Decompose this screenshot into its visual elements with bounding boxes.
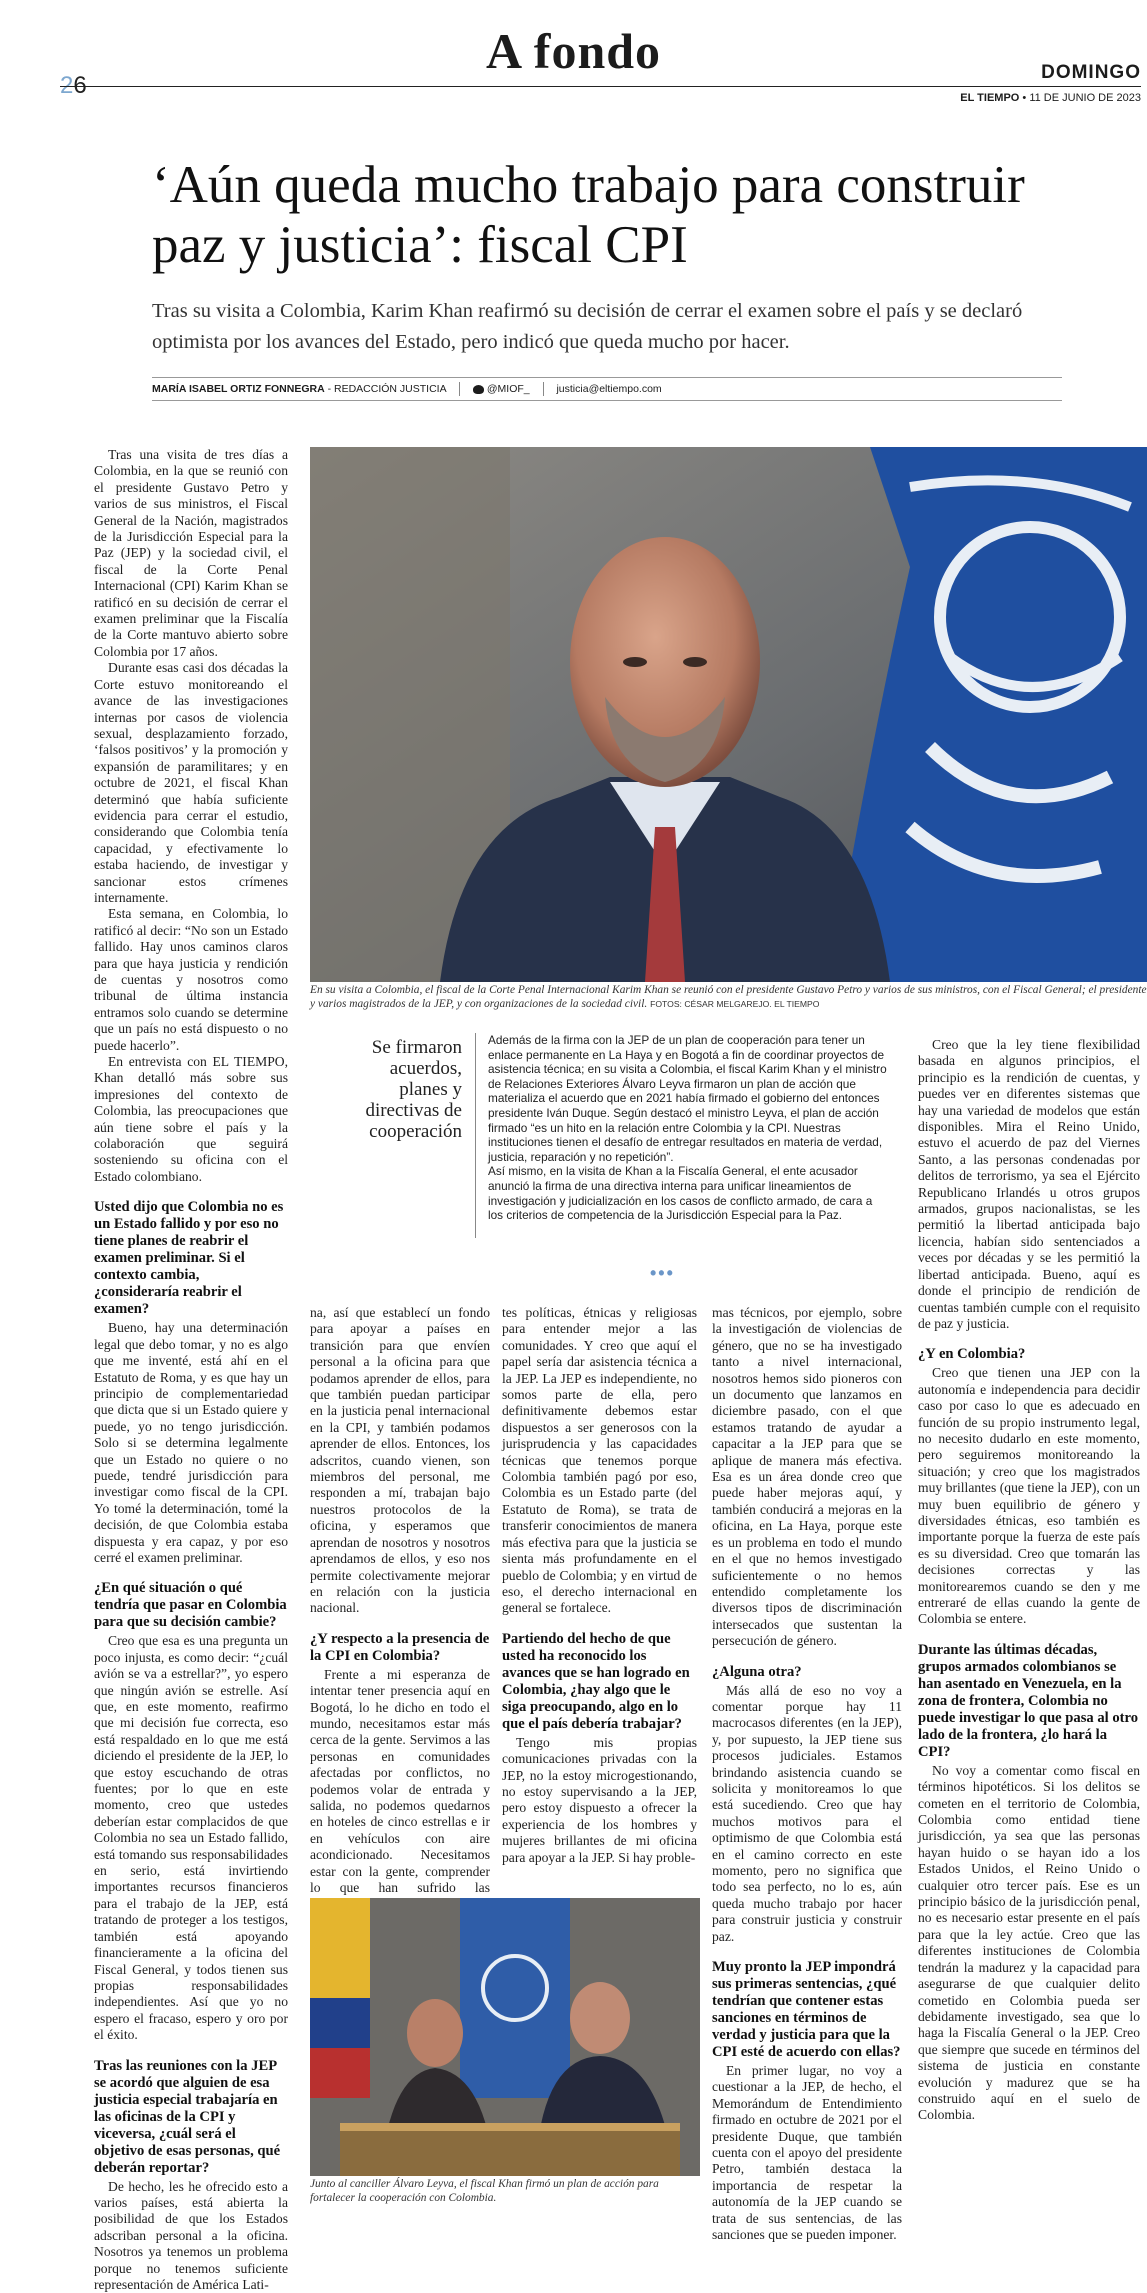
paragraph: En entrevista con EL TIEMPO, Khan detalló más sobre sus impresiones del contexto de Colombia, las preocupaciones que aún tiene sobre el país y la colaboración que seguirá sosteniendo su oficina con el Estado colombiano. [94,1054,288,1184]
signing-illustration [310,1898,700,2176]
paragraph: De hecho, les he ofrecido esto a varios países, está abierta la posibilidad de que los Estados adscriban personal a la oficina. Nosotros ya tenemos un problema porque no tenemos suficiente representación de América Lati- [94,2178,288,2292]
column-4 [712,1305,902,2244]
paragraph: tes políticas, étnicas y religiosas para entender mejor a las comunidades. Y creo que aquí el papel sería dar asistencia técnica a la JEP. La JEP es independiente, no somos parte de ella, pero definitivamente debemos estar dispuestos a ser generosos con la jurisprudencia y las capacidades técnicas que tenemos porque Colombia también pagó por eso, Colombia es un Estado parte (del Estatuto de Roma), se trata de transferir conocimientos de manera más efectiva para que la justicia se sienta más profundamente en el pueblo de Colombia; y en virtud de eso, el derecho internacional en general se fortalece. [502,1305,697,1616]
paragraph: mas técnicos, por ejemplo, sobre la investigación de violencias de género, que no se ha investigado tanto a nivel internacional, nosotros hemos sido pioneros con un documento que lanzamos en diciembre pasado, con el que estamos tratando de ayudar a capacitar a la JEP para que se aplique de manera más efectiva. Esa es un área donde creo que puede haber mejoras aquí, y también conducirá a mejoras en la oficina, en La Haya, porque este es un problema en todo el mundo en el que no hemos investigado suficientemente o no hemos entendido completamente los diversos tipos de discriminación intersecados que sustentan la persecución de género. [712,1305,902,1649]
signing-photo [310,1898,700,2176]
question: ¿Y en Colombia? [918,1346,1026,1363]
cpi-flag-emblem [460,1898,570,2098]
question: Partiendo del hecho de que usted ha reconocido los avances que se han logrado en Colombia, ¿hay algo que le siga preocupando, algo en lo que el país debería trabajar? [502,1630,690,1732]
dek: Tras su visita a Colombia, Karim Khan reafirmó su decisión de cerrar el examen sobre el país y se declaró optimista por los avances del Estado, pero indicó que queda mucho por hacer. [152,300,1023,353]
twitter-handle[interactable]: @MIOF_ [486,383,530,395]
author-role: - REDACCIÓN JUSTICIA [327,383,447,395]
photo-caption: En su visita a Colombia, el fiscal de la Corte Penal Internacional Karim Khan se reunió con el presidente Gustavo Petro y varios de sus ministros, con el Fiscal General; el presidente y varios magistrados de la JEP, y con organizaciones de la sociedad civil. FOTOS: CÉSAR MELGAREJO. EL TIEMPO [310,984,1147,1010]
signing-caption: Junto al canciller Álvaro Leyva, el fiscal Khan firmó un plan de acción para fortalecer la cooperación con Colombia. [310,2178,659,2204]
paragraph: Tengo mis propias comunicaciones privadas con la JEP, no la estoy microgestionando, no estoy supervisando a la JEP, pero estoy dispuesto a ofrecer la experiencia de los hombres y mujeres brillantes de mi oficina para apoyar a la JEP. Si hay proble- [502,1734,697,1865]
byline [152,377,1062,401]
question: Muy pronto la JEP impondrá sus primeras sentencias, ¿qué tendrían que contener estas sanciones en términos de verdad y justicia para que la CPI esté de acuerdo con ellas? [712,1959,901,2061]
box-divider [475,1033,476,1238]
paragraph: No voy a comentar como fiscal en términos hipotéticos. Si los delitos se cometen en el territorio de Colombia, Colombia como entidad tiene jurisdicción, ya sea que las personas hayan huido o se hayan ido a los Estados Unidos, el Reino Unido o cualquier otro tercer país. Ese es un principio básico de la jurisdicción penal, no es necesario estar presente en el país para que la ley actúe. Creo que las diferentes instituciones de Colombia tendrán la madurez y la capacidad para asegurarse de que cualquier delito cometido en Colombia pueda ser debidamente investigado, sea que lo haga la Fiscalía General o la JEP. Creo que siempre que sucede en términos del sistema de justicia en constante evolución y madurez que se ha construido aquí en el suelo de Colombia. [918,1762,1140,2123]
question: Tras las reuniones con la JEP se acordó que alguien de esa justicia especial trabajaría en las oficinas de la CPI y viceversa, ¿cuál será el objetivo de esas personas, qué deberán reportar? [94,2057,281,2176]
author-email[interactable]: justicia@eltiempo.com [556,383,662,395]
portrait-illustration [310,447,1147,982]
byline-divider [459,382,460,396]
main-photo [310,447,1147,982]
box-text [488,1033,888,1223]
question: ¿En qué situación o qué tendría que pasar en Colombia para que su decisión cambie? [94,1580,287,1631]
paragraph: Creo que la ley tiene flexibilidad basada en algunos principios, el principio es la rendición de cuentas, y puedes ver en diferentes sistemas que hay una variedad de modelos que están disponibles. Mira el Reino Unido, estuvo el acuerdo de paz del Viernes Santo, a las personas condenadas por delitos de terrorismo, ya sea el Ejército Republicano Irlandés u otros grupos armados, grupos nacionalistas, se les permitió la libertad anticipada bajo licencia, habían sido sentenciados a veces por décadas y se les permitió la libertad anticipada. Bueno, aquí es donde el principio de rendición de cuentas también cumple con el requisito de paz y justicia. [918,1037,1140,1331]
column-5 [918,1037,1140,2124]
paragraph: Bueno, hay una determinación legal que debo tomar, y no es algo que me inventé, está ahí en el Estatuto de Roma, y es que hay un principio de complementariedad que dicta que si un Estado quiere y puede, yo no tengo jurisdicción. Solo si se determina legalmente que un Estado no quiere o no puede, tendré jurisdicción para investigar como fiscal de la CPI. Yo tomé la determinación, tomé la decisión, de que Colombia estaba dispuesta y era capaz, y por eso cerré el examen preliminar. [94,1320,288,1565]
byline-divider [543,382,544,396]
question: ¿Y respecto a la presencia de la CPI en Colombia? [310,1630,490,1664]
paragraph: Frente a mi esperanza de intentar tener presencia aquí en Bogotá, lo he dicho en todo el mundo, necesitamos estar más cerca de la gente. Servimos a las personas en comunidades afectadas por conflictos, no podemos volar de entrada y salida, no podemos quedarnos en hoteles de cinco estrellas e ir en vehículos con aire acondicionado. Necesitamos estar con la gente, comprender lo que han sufrido las [310,1666,490,1895]
question: Durante las últimas décadas, grupos armados colombianos se han asentado en Venezuela, en la zona de frontera, Colombia no puede investigar lo que pasa al otro lado de la frontera, ¿lo hará la CPI? [918,1641,1139,1760]
paragraph: Esta semana, en Colombia, lo ratificó al decir: “No son un Estado fallido. Hay unos caminos claros para que haya justicia y rendición de cuentas y nosotros como tribunal de última instancia entramos solo cuando se determine que un país no está dispuesto o no puede hacerlo”. [94,906,288,1053]
dateline: EL TIEMPO • 11 DE JUNIO DE 2023 [960,92,1141,104]
column-2 [310,1305,490,1962]
twitter-icon [473,385,484,394]
column-3 [502,1305,697,1866]
column-1 [94,447,288,2293]
headline: ‘Aún queda mucho trabajo para construir paz y justicia’: fiscal CPI [152,156,1025,274]
paragraph: na, así que establecí un fondo para apoyar a países en transición para que envíen personal a la oficina para que podamos aprender de ellos, para que también puedan participar en la justicia penal internacional en la CPI, y también podamos aprender de ellos. Entonces, los adscritos, cuando vienen, son miembros del personal, me responden a mí, trabajan bajo nuestros protocolos de la oficina, y esperamos que aprendan de nosotros y nosotros aprendamos de ellos, y eso nos permite colectivamente mejorar en relación con la justicia nacional. [310,1305,490,1616]
box-title: Se firmaron acuerdos, planes y directivas de cooperación [365,1037,462,1142]
page-number: 26 [60,72,87,99]
box-paragraph: Además de la firma con la JEP de un plan de cooperación para tener un enlace permanente en La Haya y en Bogotá a fin de coordinar proyectos de asistencia técnica; en su visita a Colombia, el fiscal Karim Khan y el ministro de Relaciones Exteriores Álvaro Leyva firmaron un plan de acción que materializa el acuerdo que en 2021 había firmado el gobierno del entonces presidente Iván Duque. Según destacó el ministro Leyva, el plan de acción firmado “es un hito en la relación entre Colombia y la CPI. Nuestras instituciones tienen el desafío de entregar resultados en materia de verdad, justicia, reparación y no repetición”. [488,1033,887,1164]
question: ¿Alguna otra? [712,1663,802,1680]
paragraph: Durante esas casi dos décadas la Corte estuvo monitoreando el avance de las investigaciones internas por casos de violencia sexual, desplazamiento forzado, ‘falsos positivos’ y la promoción y expansión de paramilitares; y en octubre de 2021, el fiscal Khan determinó que había suficiente evidencia para cerrar el estudio, considerando que Colombia tenía capacidad, y efectivamente lo estaba haciendo, de investigar y sancionar estos crímenes internamente. [94,660,288,905]
paragraph: Creo que esa es una pregunta un poco injusta, es como decir: “¿cuál avión se va a estrellar?”, yo espero que ningún avión se estrelle. Así que, en este momento, reafirmo que mi decisión fue correcta, eso está respaldado en lo que me está diciendo el presidente de la JEP, lo que estoy escuchando de otras fuentes; por lo que en este momento, creo que ustedes deberían estar complacidos de que Colombia no sea un Estado fallido, está tomando sus responsabilidades en serio, está invirtiendo importantes recursos financieros para el trabajo de la JEP, está tratando de proteger a los testigos, también está apoyando financieramente a la oficina del Fiscal General, y todos tienen sus propias responsabilidades independientes. Así que yo no espero el fracaso, espero y oro por el éxito. [94,1633,288,2043]
section-ornament: ••• [650,1263,675,1283]
section-title: A fondo [485,23,662,79]
paragraph: Más allá de eso no voy a comentar porque hay 11 macrocasos diferentes (en la JEP), y, por supuesto, la JEP tiene sus procesos judiciales. Estamos brindando asistencia cuando se solicita y monitoreamos lo que está sucediendo. Creo que hay muchos motivos para el optimismo de que Colombia está en el camino correcto en este momento, pero no significa que todo sea perfecto, no lo es, aún queda mucho trabajo por hacer para construir justicia y construir paz. [712,1682,902,1944]
photo-credit: FOTOS: CÉSAR MELGAREJO. EL TIEMPO [650,998,820,1009]
box-paragraph: Así mismo, en la visita de Khan a la Fiscalía General, el ente acusador anunció la firma de una directiva interna para unificar lineamientos de investigación y judicialización en los casos de conflicto armado, de cara a los criterios de competencia de la Jurisdicción Especial para la Paz. [488,1164,873,1223]
header-rule [60,86,1141,87]
question: Usted dijo que Colombia no es un Estado fallido y por eso no tiene planes de reabrir el examen preliminar. Si el contexto cambia, ¿consideraría reabrir el examen? [94,1199,284,1318]
paragraph: Tras una visita de tres días a Colombia, en la que se reunió con el presidente Gustavo Petro y varios de sus ministros, el Fiscal General de la Nación, magistrados de la Jurisdicción Especial para la Paz (JEP) y la sociedad civil, el fiscal de la Corte Penal Internacional (CPI) Karim Khan se ratificó en su decisión de cerrar el examen preliminar que la Fiscalía de la Corte mantuvo abierto sobre Colombia por 17 años. [94,447,288,659]
paragraph: Creo que tienen una JEP con la autonomía e independencia para decidir caso por caso lo que es adecuado en función de su propio instrumento legal, no necesito dudarlo en este momento, pero seguiremos monitoreando la situación; y creo que los magistrados muy brillantes (que tiene la JEP), con un muy buen equilibrio de género y diversidades étnicas, eso también es importante porque la fuerza de este país es su diversidad. Creo que tomarán las decisiones correctas y las monitorearemos cuando se den y me entreraré de ellas cuando la gente de Colombia se entere. [918,1365,1140,1627]
author: MARÍA ISABEL ORTIZ FONNEGRA [152,383,325,395]
edition-day: DOMINGO [1041,62,1141,83]
paragraph: En primer lugar, no voy a cuestionar a la JEP, de hecho, el Memorándum de Entendimiento firmado en octubre de 2021 por el presidente Duque, que también cuenta con el apoyo del presidente Petro, también destaca la importancia de respetar la autonomía de la JEP cuando se trata de sus sentencias, de las sanciones que se pueden imponer. [712,2063,902,2243]
